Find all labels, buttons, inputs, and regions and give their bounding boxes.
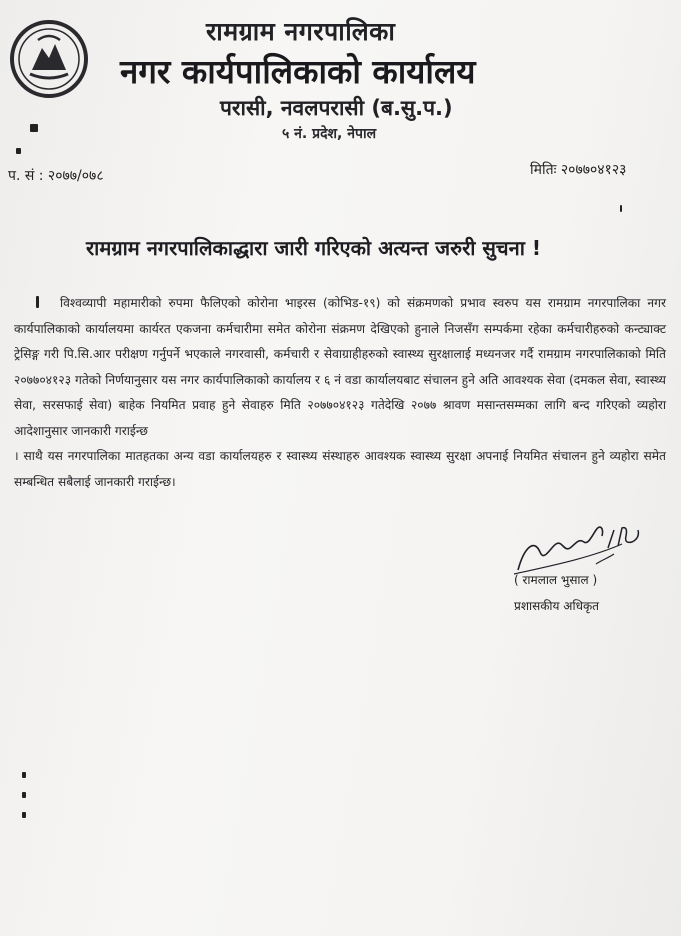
reference-number: प. सं : २०७७/०७८ — [8, 168, 104, 184]
office-address: परासी, नवलपरासी (ब.सु.प.) — [220, 96, 453, 120]
margin-mark — [36, 296, 39, 308]
nepal-emblem-icon — [8, 18, 90, 100]
signatory-name: ( रामलाल भुसाल ) — [514, 573, 598, 587]
province-line: ५ नं. प्रदेश, नेपाल — [282, 126, 377, 142]
margin-mark — [22, 812, 26, 818]
letter-date: मितिः २०७७०४१२३ — [530, 162, 627, 178]
office-name: नगर कार्यपालिकाको कार्यालय — [120, 52, 476, 91]
notice-subject: रामग्राम नगरपालिकाद्धारा जारी गरिएको अत्यन्त जरुरी सुचना ! — [86, 236, 541, 260]
margin-mark — [620, 205, 622, 212]
hole-punch-mark — [30, 124, 38, 132]
municipality-name: रामग्राम नगरपालिका — [206, 17, 396, 46]
margin-mark — [22, 772, 26, 778]
signatory-title: प्रशासकीय अधिकृत — [514, 599, 600, 613]
hole-punch-mark — [16, 148, 21, 154]
notice-body — [14, 291, 666, 495]
margin-mark — [22, 792, 26, 798]
notice-paragraph-1: विश्वव्यापी महामारीको रुपमा फैलिएको कोरोना भाइरस (कोभिड-१९) को संक्रमणको प्रभाव स्वरुप यस रामग्राम नगरपालिका नगर कार्यपालिकाको कार्यालयमा कार्यरत एकजना कर्मचारीमा समेत कोरोना संक्रमण देखिएको हुनाले निजसँग सम्पर्कमा रहेका कर्मचारीहरुको कन्ट्याक्ट ट्रेसिङ्ग गरी पि.सि.आर परीक्षण गर्नुपर्ने भएकाले नगरवासी, कर्मचारी र सेवाग्राहीहरुको स्वास्थ्य सुरक्षालाई मध्यनजर गर्दै रामग्राम नगरपालिकाको मिति २०७७०४१२३ गतेको निर्णयानुसार यस नगर कार्यपालिकाको कार्यालय र ६ नं वडा कार्यालयबाट संचालन हुने अति आवश्यक सेवा (दमकल सेवा, स्वास्थ्य सेवा, सरसफाई सेवा) बाहेक नियमित प्रवाह हुने सेवाहरु मिति २०७७०४१२३ गतेदेखि २०७७ श्रावण मसान्तसम्मका लागि बन्द गरिएको व्यहोरा आदेशानुसार जानकारी गराईन्छ — [14, 296, 666, 438]
notice-paragraph-2: । साथै यस नगरपालिका मातहतका अन्य वडा कार्यालयहरु र स्वास्थ्य संस्थाहरु आवश्यक स्वास्थ्य सुरक्षा अपनाई नियमित संचालन हुने व्यहोरा समेत सम्बन्धित सबैलाई जानकारी गराईन्छ। — [14, 449, 666, 489]
